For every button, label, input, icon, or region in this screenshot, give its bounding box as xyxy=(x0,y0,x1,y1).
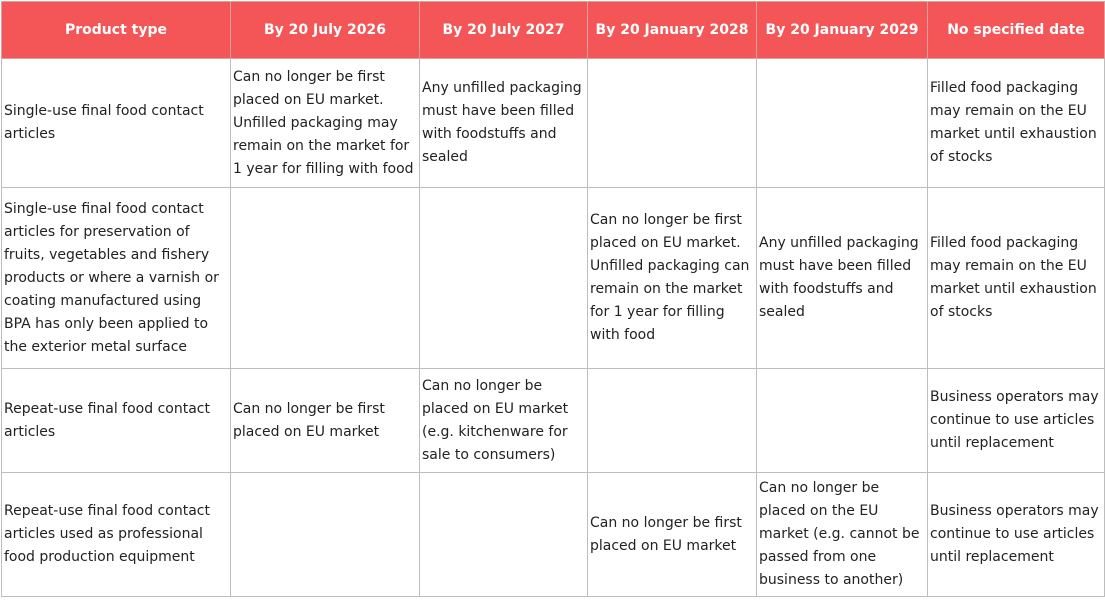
july-2026-cell xyxy=(231,188,420,369)
january-2028-cell: Can no longer be first placed on EU market. Unfilled packaging can remain on the market for 1 year for filling with food xyxy=(588,188,757,369)
january-2029-cell: Any unfilled packaging must have been filled with foodstuffs and sealed xyxy=(757,188,928,369)
header-row xyxy=(2,2,1105,59)
table-row xyxy=(2,188,1105,369)
no-date-cell: Business operators may continue to use articles until replacement xyxy=(928,473,1105,597)
january-2028-cell xyxy=(588,369,757,473)
bpa-phase-out-table xyxy=(1,1,1105,597)
header-product-type: Product type xyxy=(2,2,231,59)
table-row xyxy=(2,59,1105,188)
header-january-2028: By 20 January 2028 xyxy=(588,2,757,59)
july-2027-cell xyxy=(420,188,588,369)
header-july-2026: By 20 July 2026 xyxy=(231,2,420,59)
january-2029-cell: Can no longer be placed on the EU market (e.g. cannot be passed from one business to another) xyxy=(757,473,928,597)
july-2026-cell: Can no longer be first placed on EU market xyxy=(231,369,420,473)
header-july-2027: By 20 July 2027 xyxy=(420,2,588,59)
header-january-2029: By 20 January 2029 xyxy=(757,2,928,59)
table-row xyxy=(2,369,1105,473)
product-type-cell: Repeat-use final food contact articles used as professional food production equipment xyxy=(2,473,231,597)
july-2027-cell: Can no longer be placed on EU market (e.g. kitchenware for sale to consumers) xyxy=(420,369,588,473)
header-no-specified-date: No specified date xyxy=(928,2,1105,59)
january-2028-cell: Can no longer be first placed on EU market xyxy=(588,473,757,597)
july-2026-cell xyxy=(231,473,420,597)
no-date-cell: Filled food packaging may remain on the EU market until exhaustion of stocks xyxy=(928,59,1105,188)
no-date-cell: Business operators may continue to use articles until replacement xyxy=(928,369,1105,473)
july-2026-cell: Can no longer be first placed on EU market. Unfilled packaging may remain on the market for 1 year for filling with food xyxy=(231,59,420,188)
product-type-cell: Repeat-use final food contact articles xyxy=(2,369,231,473)
july-2027-cell xyxy=(420,473,588,597)
january-2029-cell xyxy=(757,59,928,188)
july-2027-cell: Any unfilled packaging must have been filled with foodstuffs and sealed xyxy=(420,59,588,188)
product-type-cell: Single-use final food contact articles xyxy=(2,59,231,188)
table-row xyxy=(2,473,1105,597)
january-2028-cell xyxy=(588,59,757,188)
no-date-cell: Filled food packaging may remain on the EU market until exhaustion of stocks xyxy=(928,188,1105,369)
january-2029-cell xyxy=(757,369,928,473)
product-type-cell: Single-use final food contact articles for preservation of fruits, vegetables and fishery products or where a varnish or coating manufactured using BPA has only been applied to the exterior metal surface xyxy=(2,188,231,369)
